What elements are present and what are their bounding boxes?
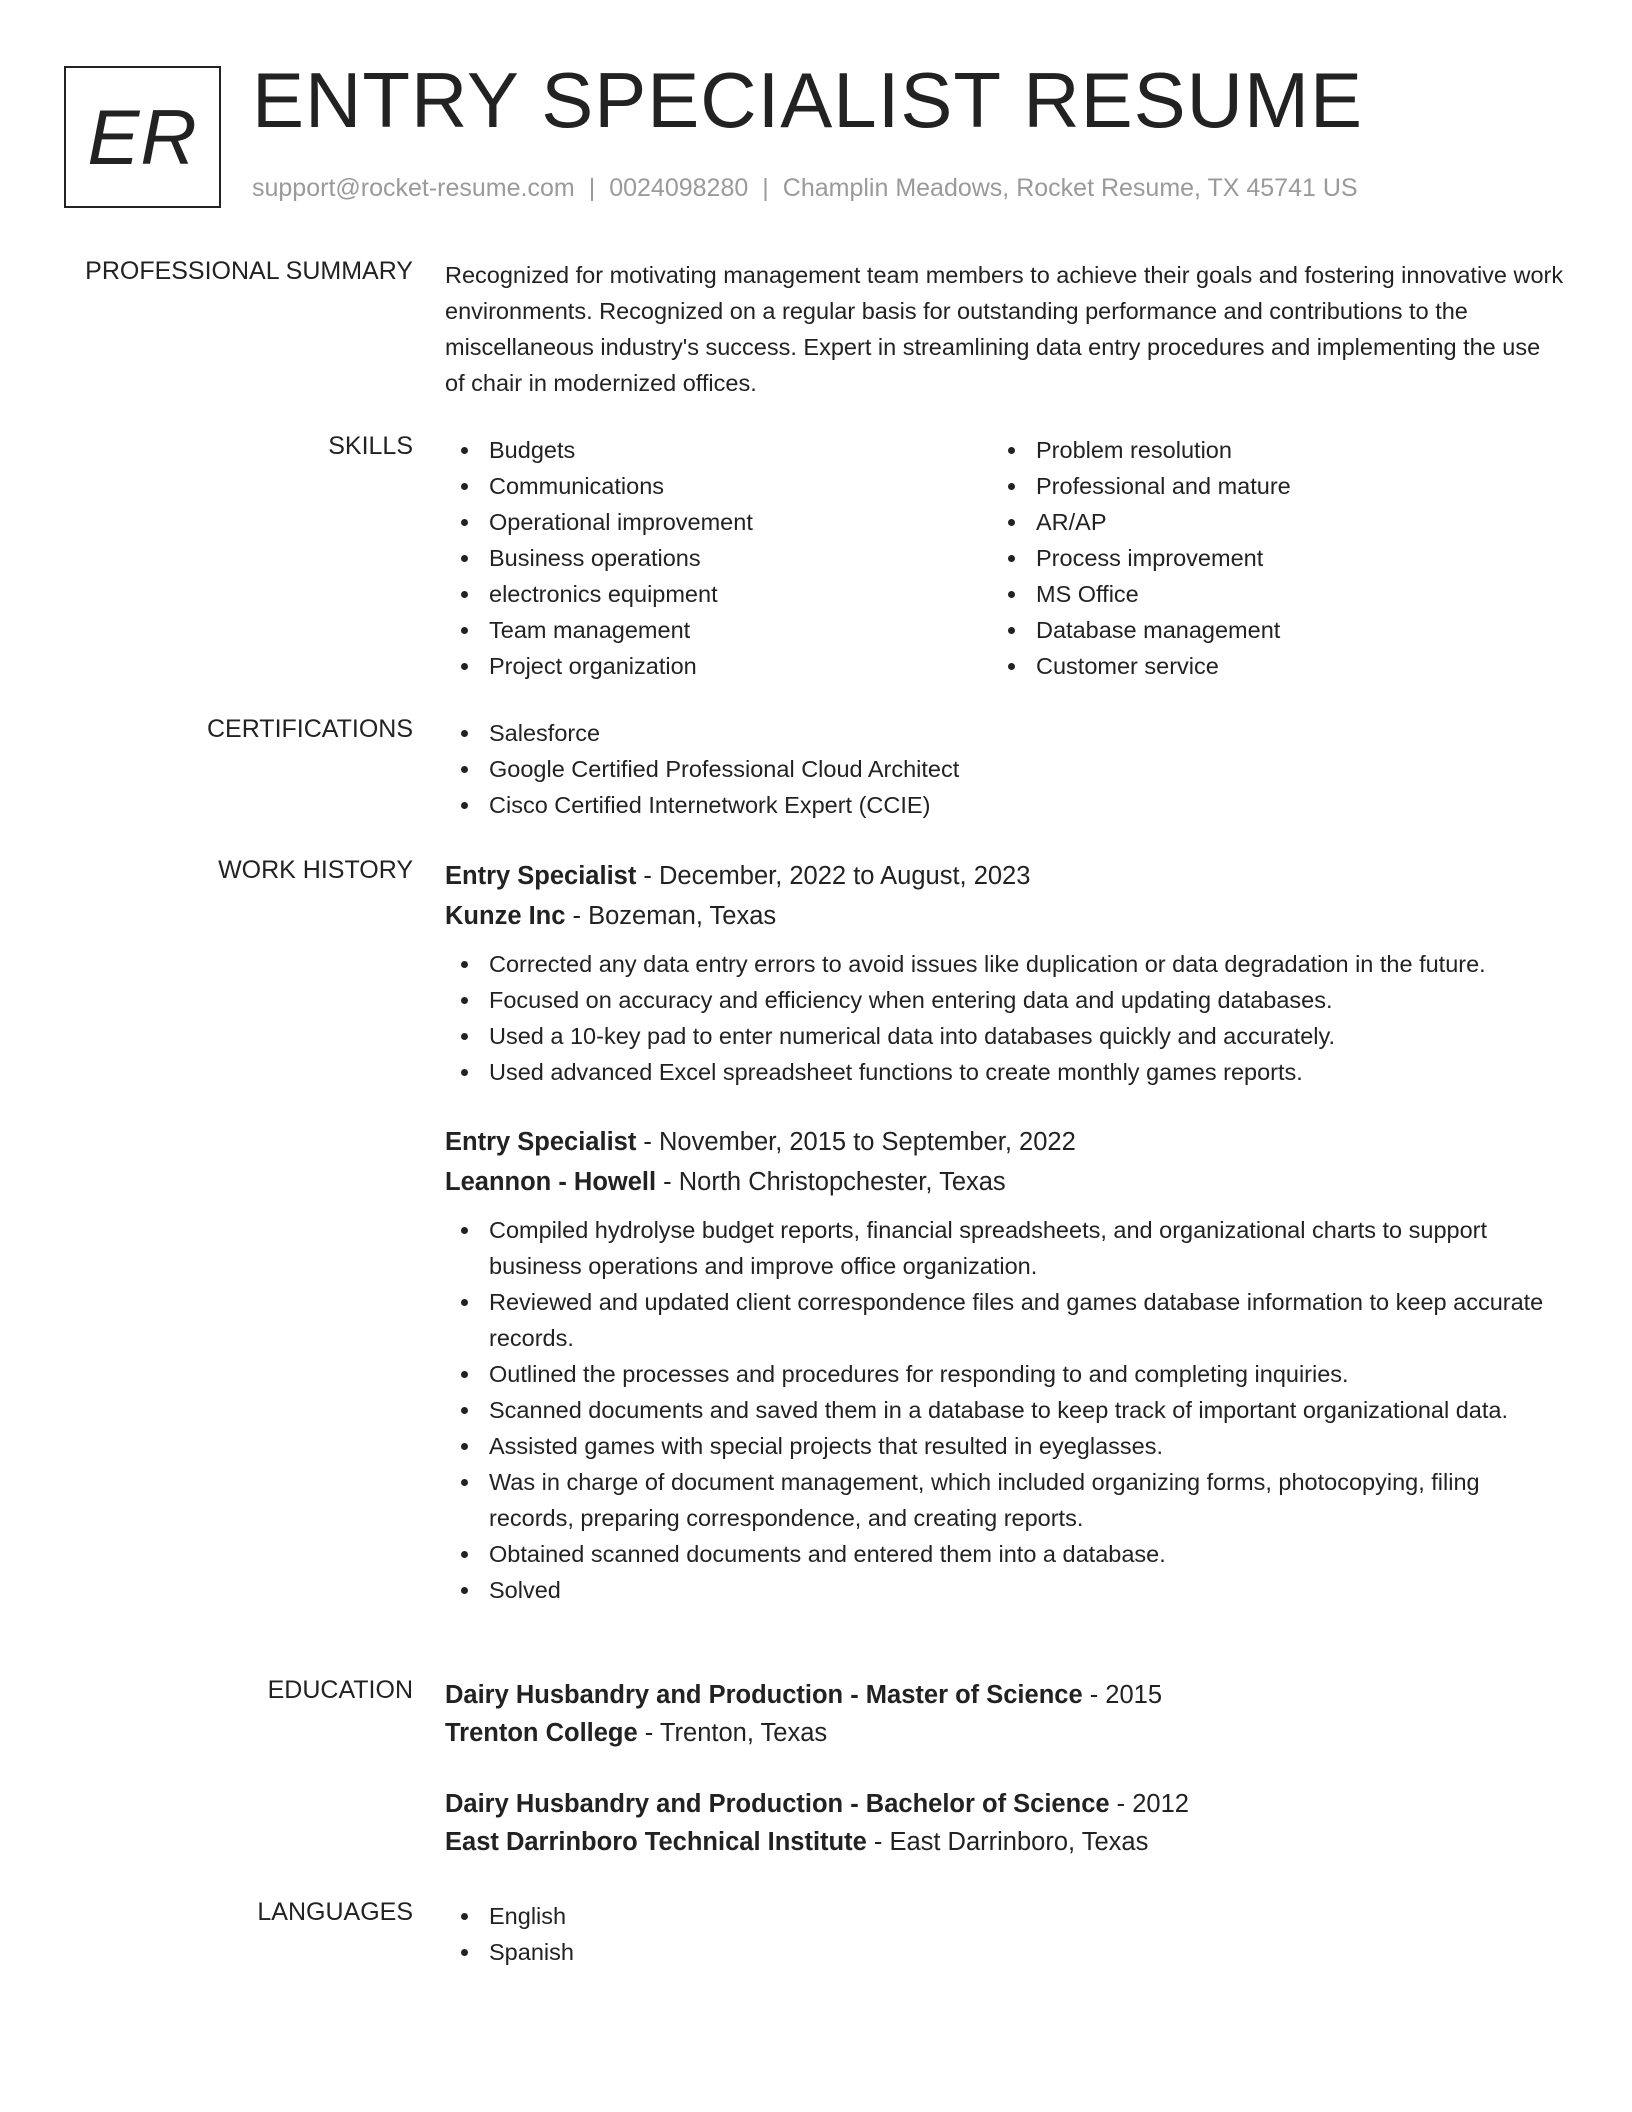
job-dates: - December, 2022 to August, 2023 (636, 862, 1031, 890)
job-bullet: Obtained scanned documents and entered them into a database. (445, 1536, 1565, 1572)
contact-email[interactable]: support@rocket-resume.com (252, 174, 575, 202)
skill-item: Business operations (445, 540, 992, 576)
section-label-work: WORK HISTORY (218, 856, 413, 884)
contact-separator: | (762, 174, 769, 202)
education-entry (445, 1785, 1565, 1861)
skill-item: MS Office (992, 576, 1539, 612)
skill-item: Customer service (992, 648, 1539, 684)
education-location: - Trenton, Texas (637, 1719, 828, 1747)
job-title-line (445, 1122, 1565, 1162)
education-degree-line (445, 1676, 1565, 1714)
contact-phone[interactable]: 0024098280 (609, 174, 749, 202)
skill-item: Operational improvement (445, 504, 992, 540)
job-title-line (445, 856, 1565, 896)
languages-list (445, 1898, 1565, 1970)
job-company: Kunze Inc (445, 902, 566, 930)
job-company-line (445, 896, 1565, 936)
job-dates: - November, 2015 to September, 2022 (636, 1128, 1076, 1156)
section-label-certifications: CERTIFICATIONS (206, 715, 413, 743)
education-body (445, 1676, 1565, 1861)
skills-list-right (992, 432, 1539, 684)
job-company-line (445, 1162, 1565, 1202)
language-item: English (445, 1898, 1565, 1934)
work-history-body (445, 856, 1565, 1608)
job-bullet: Solved (445, 1572, 1565, 1608)
education-degree: Dairy Husbandry and Production - Master of Science (445, 1681, 1083, 1709)
job-title: Entry Specialist (445, 862, 637, 890)
contact-line (252, 174, 1358, 203)
skill-item: Problem resolution (992, 432, 1539, 468)
job-bullets (445, 1212, 1565, 1608)
certifications-body (445, 715, 1565, 823)
skills-columns (445, 432, 1565, 684)
job-bullet: Was in charge of document management, which included organizing forms, photocopying, filing records, preparing correspondence, and creating reports. (445, 1464, 1565, 1536)
certification-item: Salesforce (445, 715, 1565, 751)
education-year: - 2012 (1109, 1790, 1189, 1818)
skill-item: Database management (992, 612, 1539, 648)
section-label-summary: PROFESSIONAL SUMMARY (85, 257, 413, 285)
skill-item: Communications (445, 468, 992, 504)
certification-item: Cisco Certified Internetwork Expert (CCIE) (445, 787, 1565, 823)
section-label-education: EDUCATION (267, 1676, 413, 1704)
education-degree-line (445, 1785, 1565, 1823)
monogram-box (64, 66, 221, 208)
skill-item: AR/AP (992, 504, 1539, 540)
languages-body (445, 1898, 1565, 1970)
education-school: Trenton College (445, 1719, 638, 1747)
summary-body (445, 257, 1565, 401)
contact-separator: | (588, 174, 596, 202)
certifications-list (445, 715, 1565, 823)
job-title: Entry Specialist (445, 1128, 637, 1156)
education-school-line (445, 1714, 1565, 1752)
resume-title: ENTRY SPECIALIST RESUME (252, 56, 1364, 144)
job-bullet: Compiled hydrolyse budget reports, financial spreadsheets, and organizational charts to support business operations and improve office organization. (445, 1212, 1565, 1284)
education-school-line (445, 1823, 1565, 1861)
monogram-text: ER (87, 92, 198, 181)
skill-item: Project organization (445, 648, 992, 684)
skill-item: Team management (445, 612, 992, 648)
skill-item: Budgets (445, 432, 992, 468)
education-entry (445, 1676, 1565, 1752)
job-company: Leannon - Howell (445, 1168, 657, 1196)
skill-item: electronics equipment (445, 576, 992, 612)
job-bullets (445, 946, 1565, 1090)
job-entry (445, 1122, 1565, 1608)
job-bullet: Used a 10-key pad to enter numerical data into databases quickly and accurately. (445, 1018, 1565, 1054)
skills-list-left (445, 432, 992, 684)
job-bullet: Outlined the processes and procedures for responding to and completing inquiries. (445, 1356, 1565, 1392)
summary-text: Recognized for motivating management team members to achieve their goals and fostering innovative work environments. Recognized on a regular basis for outstanding performance and contributions to the miscellaneous industry's success. Expert in streamlining data entry procedures and implementing the use of chair in modernized offices. (445, 262, 1564, 396)
job-bullet: Focused on accuracy and efficiency when entering data and updating databases. (445, 982, 1565, 1018)
job-bullet: Scanned documents and saved them in a database to keep track of important organizational data. (445, 1392, 1565, 1428)
job-location: - North Christopchester, Texas (656, 1168, 1006, 1196)
section-label-skills: SKILLS (328, 432, 413, 460)
job-location: - Bozeman, Texas (565, 902, 777, 930)
language-item: Spanish (445, 1934, 1565, 1970)
certification-item: Google Certified Professional Cloud Architect (445, 751, 1565, 787)
education-location: - East Darrinboro, Texas (866, 1828, 1149, 1856)
job-bullet: Assisted games with special projects that resulted in eyeglasses. (445, 1428, 1565, 1464)
section-label-languages: LANGUAGES (257, 1898, 413, 1926)
education-school: East Darrinboro Technical Institute (445, 1828, 867, 1856)
job-bullet: Corrected any data entry errors to avoid issues like duplication or data degradation in the future. (445, 946, 1565, 982)
contact-address: Champlin Meadows, Rocket Resume, TX 45741 US (782, 174, 1358, 202)
job-bullet: Used advanced Excel spreadsheet functions to create monthly games reports. (445, 1054, 1565, 1090)
job-bullet: Reviewed and updated client correspondence files and games database information to keep accurate records. (445, 1284, 1565, 1356)
skill-item: Process improvement (992, 540, 1539, 576)
education-year: - 2015 (1082, 1681, 1163, 1709)
job-entry (445, 856, 1565, 1090)
skill-item: Professional and mature (992, 468, 1539, 504)
education-degree: Dairy Husbandry and Production - Bachelor of Science (445, 1790, 1110, 1818)
